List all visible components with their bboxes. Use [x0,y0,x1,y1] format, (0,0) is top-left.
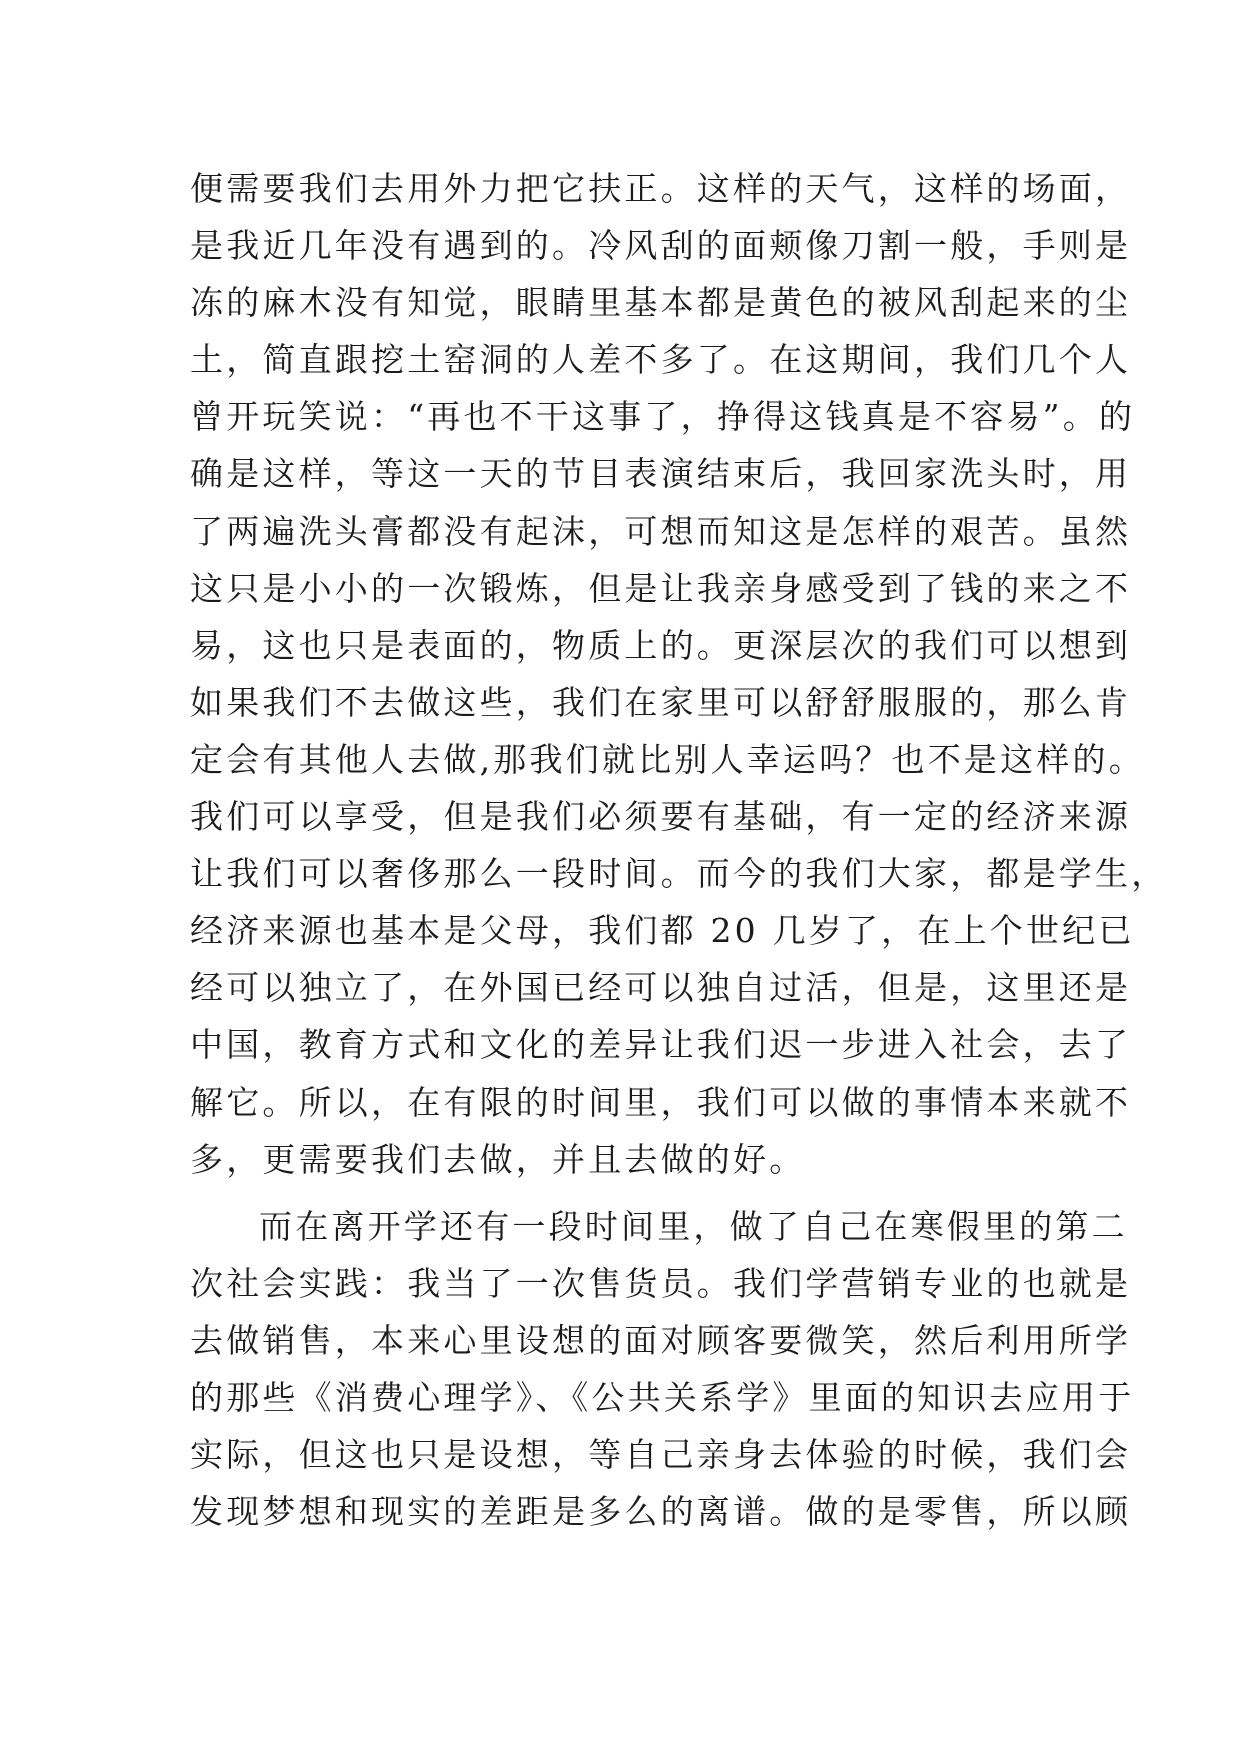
text-line: 确是这样，等这一天的节目表演结束后，我回家洗头时，用 [190,454,1132,494]
text-line: 让我们可以奢侈那么一段时间。而今的我们大家，都是学生， [190,854,1168,894]
text-line: 的那些《消费心理学》、《公共关系学》里面的知识去应用于 [190,1377,1135,1417]
text-line: 解它。所以，在有限的时间里，我们可以做的事情本来就不 [190,1082,1132,1122]
paragraph-1 [190,160,1168,1188]
text-line: 而在离开学还有一段时间里，做了自己在寒假里的第二 [259,1206,1128,1246]
paragraph-spacer [190,1188,1060,1198]
text-line: 次社会实践：我当了一次售货员。我们学营销专业的也就是 [190,1263,1132,1303]
text-line: 经济来源也基本是父母，我们都 20 几岁了，在上个世纪已 [190,911,1135,951]
text-line: 多，更需要我们去做，并且去做的好。 [190,1139,806,1179]
text-line: 发现梦想和现实的差距是多么的离谱。做的是零售，所以顾 [190,1492,1132,1532]
text-line: 易，这也只是表面的，物质上的。更深层次的我们可以想到 [190,625,1132,665]
text-line: 便需要我们去用外力把它扶正。这样的天气，这样的场面， [190,169,1132,208]
text-line: 是我近几年没有遇到的。冷风刮的面颊像刀割一般，手则是 [190,226,1132,266]
text-line: 实际，但这也只是设想，等自己亲身去体验的时候，我们会 [190,1435,1132,1475]
text-line: 了两遍洗头膏都没有起沫，可想而知这是怎样的艰苦。虽然 [190,511,1132,551]
text-line: 这只是小小的一次锻炼，但是让我亲身感受到了钱的来之不 [190,568,1132,608]
text-line: 曾开玩笑说：“再也不干这事了，挣得这钱真是不容易”。的 [190,397,1136,437]
text-line: 经可以独立了，在外国已经可以独自过活，但是，这里还是 [190,968,1132,1008]
paragraph-2 [190,1198,1135,1541]
text-line: 中国，教育方式和文化的差异让我们迟一步进入社会，去了 [190,1025,1132,1065]
text-line: 冻的麻木没有知觉，眼睛里基本都是黄色的被风刮起来的尘 [190,283,1132,323]
text-line: 我们可以享受，但是我们必须要有基础，有一定的经济来源 [190,797,1132,837]
body-text [190,160,1168,1540]
text-line: 去做销售，本来心里设想的面对顾客要微笑，然后利用所学 [190,1320,1132,1360]
text-line: 如果我们不去做这些，我们在家里可以舒舒服服的，那么肯 [190,682,1132,722]
text-line: 土，简直跟挖土窑洞的人差不多了。在这期间，我们几个人 [190,340,1132,380]
text-line: 定会有其他人去做,那我们就比别人幸运吗？也不是这样的。 [190,739,1145,779]
